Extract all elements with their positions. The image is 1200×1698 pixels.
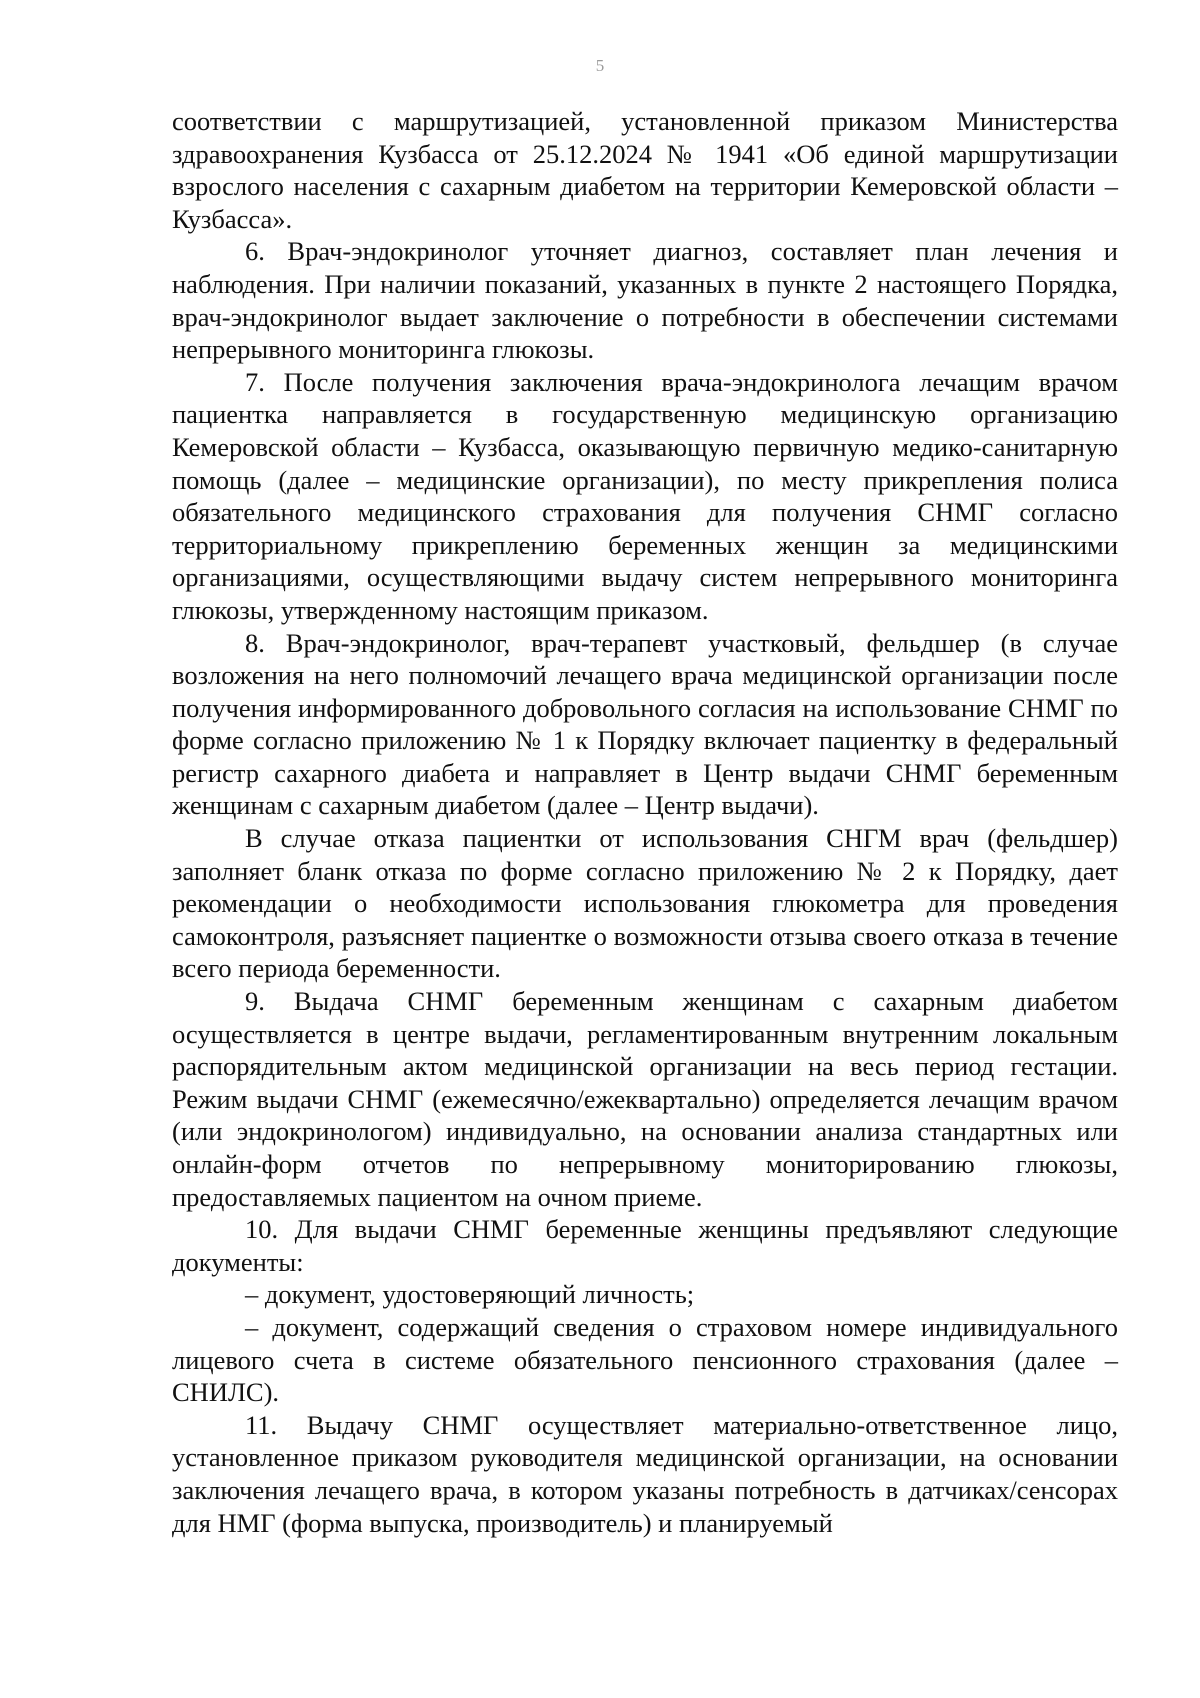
paragraph-item-9: 9. Выдача СНМГ беременным женщинам с сахарным диабетом осуществляется в центре выдачи, регламентированным внутренним локальным распорядительным актом медицинской организации на весь период гестации. Режим выдачи СНМГ (ежемесячно/ежеквартально) определяется лечащим врачом (или эндокринологом) индивидуально, на основании анализа стандартных или онлайн-форм отчетов по непрерывному мониторированию глюкозы, предоставляемых пациентом на очном приеме. — [172, 986, 1118, 1212]
paragraph-item-10: 10. Для выдачи СНМГ беременные женщины предъявляют следующие документы: — [172, 1214, 1118, 1277]
document-body — [172, 105, 1118, 1539]
paragraph-item-8: 8. Врач-эндокринолог, врач-терапевт участковый, фельдшер (в случае возложения на него полномочий лечащего врача медицинской организации после получения информированного добровольного согласия на использование СНМГ по форме согласно приложению № 1 к Порядку включает пациентку в федеральный регистр сахарного диабета и направляет в Центр выдачи СНМГ беременным женщинам с сахарным диабетом (далее – Центр выдачи). — [172, 627, 1118, 821]
paragraph-item-11: 11. Выдачу СНМГ осуществляет материально-ответственное лицо, установленное приказом руководителя медицинской организации, на основании заключения лечащего врача, в котором указаны потребность в датчиках/сенсорах для НМГ (форма выпуска, производитель) и планируемый — [172, 1409, 1118, 1538]
paragraph-item-6: 6. Врач-эндокринолог уточняет диагноз, составляет план лечения и наблюдения. При наличии показаний, указанных в пункте 2 настоящего Порядка, врач-эндокринолог выдает заключение о потребности в обеспечении системами непрерывного мониторинга глюкозы. — [172, 236, 1118, 365]
list-item-identity-document: – документ, удостоверяющий личность; — [245, 1279, 695, 1310]
paragraph-continuation: соответствии с маршрутизацией, установленной приказом Министерства здравоохранения Кузбасса от 25.12.2024 № 1941 «Об единой маршрутизации взрослого населения с сахарным диабетом на территории Кемеровской области – Кузбасса». — [172, 106, 1118, 234]
paragraph-refusal: В случае отказа пациентки от использования СНГМ врач (фельдшер) заполняет бланк отказа по форме согласно приложению № 2 к Порядку, дает рекомендации о необходимости использования глюкометра для проведения самоконтроля, разъясняет пациентке о возможности отзыва своего отказа в течение всего периода беременности. — [172, 823, 1118, 984]
page-number: 5 — [595, 56, 605, 75]
paragraph-item-7: 7. После получения заключения врача-эндокринолога лечащим врачом пациентка направляется в государственную медицинскую организацию Кемеровской области – Кузбасса, оказывающую первичную медико-санитарную помощь (далее – медицинские организации), по месту прикрепления полиса обязательного медицинского страхования для получения СНМГ согласно территориальному прикреплению беременных женщин за медицинскими организациями, осуществляющими выдачу систем непрерывного мониторинга глюкозы, утвержденному настоящим приказом. — [172, 366, 1118, 625]
list-item-snils-document: – документ, содержащий сведения о страховом номере индивидуального лицевого счета в системе обязательного пенсионного страхования (далее – СНИЛС). — [172, 1311, 1118, 1408]
